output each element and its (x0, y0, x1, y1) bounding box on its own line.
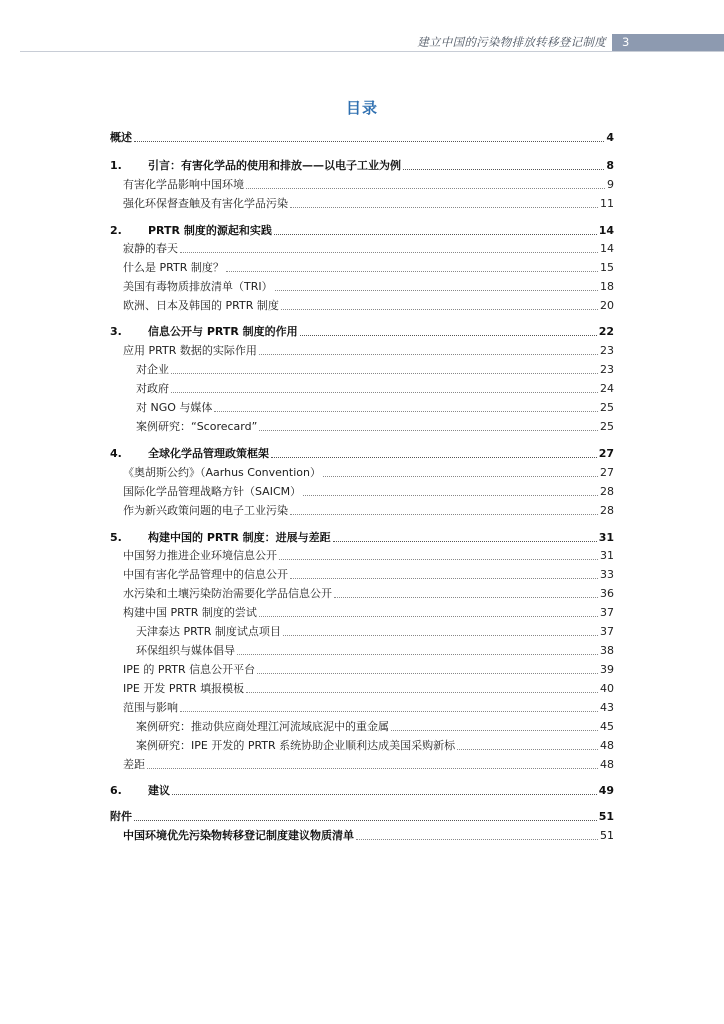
toc-entry[interactable] (123, 661, 614, 677)
toc-entry[interactable] (136, 418, 614, 434)
toc-entry-page: 28 (600, 485, 614, 498)
toc-entry-page: 31 (598, 531, 614, 544)
toc-entry-page: 22 (598, 325, 614, 338)
toc-entry-label: 天津泰达 PRTR 制度试点项目 (136, 625, 281, 638)
dot-leader (290, 207, 598, 208)
toc-entry[interactable] (136, 642, 614, 658)
toc-entry-page: 23 (600, 363, 614, 376)
toc-entry[interactable] (123, 342, 614, 358)
dot-leader (147, 768, 598, 769)
toc-entry[interactable] (123, 547, 614, 563)
toc-chapter[interactable] (110, 445, 614, 461)
dot-leader (180, 252, 598, 253)
toc-entry-label: 案例研究：推动供应商处理江河流域底泥中的重金属 (136, 720, 389, 733)
running-header-title: 建立中国的污染物排放转移登记制度 (417, 35, 606, 49)
toc-entry-label: 欧洲、日本及韩国的 PRTR 制度 (123, 299, 279, 312)
dot-leader (274, 234, 597, 235)
dot-leader (290, 514, 598, 515)
toc-entry[interactable] (123, 502, 614, 518)
dot-leader (281, 309, 598, 310)
toc-entry[interactable] (123, 566, 614, 582)
dot-leader (226, 271, 598, 272)
chapter-number: 5. (110, 531, 122, 544)
toc-entry[interactable] (123, 680, 614, 696)
dot-leader (171, 392, 598, 393)
toc-entry-page: 49 (598, 784, 614, 797)
toc-entry[interactable] (123, 827, 614, 843)
dot-leader (214, 411, 598, 412)
chapter-number: 4. (110, 447, 122, 460)
toc-entry[interactable] (136, 623, 614, 639)
toc-entry[interactable] (123, 297, 614, 313)
dot-leader (257, 673, 598, 674)
toc-entry-page: 33 (600, 568, 614, 581)
toc-entry[interactable] (136, 737, 614, 753)
dot-leader (172, 794, 597, 795)
dot-leader (259, 430, 598, 431)
dot-leader (391, 730, 598, 731)
toc-entry[interactable] (136, 718, 614, 734)
toc-entry-label: 案例研究：IPE 开发的 PRTR 系统协助企业顺利达成美国采购新标 (136, 739, 456, 752)
toc-entry-page: 38 (600, 644, 614, 657)
toc-entry-label: 全球化学品管理政策框架 (148, 447, 269, 460)
toc-entry-label: 中国有害化学品管理中的信息公开 (123, 568, 288, 581)
dot-leader (246, 692, 598, 693)
toc-entry-label: 环保组织与媒体倡导 (136, 644, 235, 657)
toc-entry-label: 什么是 PRTR 制度？ (123, 261, 224, 274)
page-number: 3 (622, 35, 630, 49)
toc-entry[interactable] (123, 464, 614, 480)
toc-entry-label: 对政府 (136, 382, 169, 395)
dot-leader (259, 354, 598, 355)
header-rule (20, 51, 724, 52)
toc-entry[interactable] (123, 240, 614, 256)
dot-leader (457, 749, 598, 750)
toc-entry-label: 概述 (110, 131, 132, 144)
dot-leader (323, 476, 598, 477)
toc-entry-page: 8 (606, 159, 614, 172)
toc-entry-label: 范围与影响 (123, 701, 178, 714)
dot-leader (300, 335, 597, 336)
toc-chapter[interactable] (110, 157, 614, 173)
toc-entry-label: 美国有毒物质排放清单（TRI） (123, 280, 273, 293)
toc-entry-page: 37 (600, 625, 614, 638)
toc-entry-page: 40 (600, 682, 614, 695)
toc-entry-page: 20 (600, 299, 614, 312)
dot-leader (259, 616, 598, 617)
toc-entry-page: 24 (600, 382, 614, 395)
toc-chapter[interactable] (110, 529, 614, 545)
toc-entry[interactable] (123, 483, 614, 499)
toc-entry-page: 14 (600, 242, 614, 255)
toc-entry-page: 18 (600, 280, 614, 293)
dot-leader (134, 141, 604, 142)
toc-entry-label: 信息公开与 PRTR 制度的作用 (148, 325, 298, 338)
toc-entry-page: 9 (607, 178, 614, 191)
toc-entry-label: 有害化学品影响中国环境 (123, 178, 244, 191)
toc-entry-label: 建议 (148, 784, 170, 797)
toc-entry[interactable] (110, 129, 614, 145)
toc-entry[interactable] (136, 361, 614, 377)
toc-entry-label: 构建中国的 PRTR 制度：进展与差距 (148, 531, 331, 544)
dot-leader (290, 578, 598, 579)
toc-entry-page: 45 (600, 720, 614, 733)
toc-entry-label: 国际化学品管理战略方针（SAICM） (123, 485, 302, 498)
toc-chapter[interactable] (110, 782, 614, 798)
toc-entry-page: 11 (600, 197, 614, 210)
dot-leader (333, 541, 597, 542)
chapter-number: 2. (110, 224, 122, 237)
toc-entry-page: 25 (600, 420, 614, 433)
dot-leader (271, 457, 597, 458)
toc-entry[interactable] (123, 278, 614, 294)
toc-entry[interactable] (123, 756, 614, 772)
toc-entry[interactable] (110, 808, 614, 824)
dot-leader (275, 290, 598, 291)
dot-leader (303, 495, 598, 496)
toc-entry-label: 中国环境优先污染物转移登记制度建议物质清单 (123, 829, 354, 842)
toc-entry-page: 27 (598, 447, 614, 460)
chapter-number: 3. (110, 325, 122, 338)
toc-entry-label: 中国努力推进企业环境信息公开 (123, 549, 277, 562)
toc-entry[interactable] (123, 585, 614, 601)
toc-entry-page: 39 (600, 663, 614, 676)
dot-leader (171, 373, 598, 374)
toc-entry-page: 48 (600, 739, 614, 752)
toc-entry[interactable] (136, 380, 614, 396)
dot-leader (134, 820, 597, 821)
dot-leader (334, 597, 598, 598)
chapter-number: 1. (110, 159, 122, 172)
toc-entry-page: 27 (600, 466, 614, 479)
page-number-tab (612, 34, 724, 51)
toc-entry-page: 36 (600, 587, 614, 600)
toc-entry-page: 43 (600, 701, 614, 714)
toc-entry-page: 28 (600, 504, 614, 517)
toc-entry-label: 构建中国 PRTR 制度的尝试 (123, 606, 257, 619)
toc-entry-label: IPE 的 PRTR 信息公开平台 (123, 663, 256, 676)
toc-entry-label: 引言：有害化学品的使用和排放——以电子工业为例 (148, 159, 401, 172)
toc-entry-label: 作为新兴政策问题的电子工业污染 (123, 504, 288, 517)
toc-entry[interactable] (123, 176, 614, 192)
toc-entry-label: 应用 PRTR 数据的实际作用 (123, 344, 257, 357)
dot-leader (279, 559, 598, 560)
dot-leader (403, 169, 604, 170)
toc-entry-label: 附件 (110, 810, 132, 823)
toc-entry[interactable] (123, 604, 614, 620)
toc-entry-page: 51 (600, 829, 614, 842)
toc-entry-page: 37 (600, 606, 614, 619)
toc-entry[interactable] (123, 699, 614, 715)
toc-entry-label: 案例研究：“Scorecard” (136, 420, 258, 433)
toc-entry-page: 14 (598, 224, 614, 237)
toc-heading: 目录 (345, 99, 378, 117)
toc-entry-page: 4 (606, 131, 614, 144)
chapter-number: 6. (110, 784, 122, 797)
toc-entry-page: 23 (600, 344, 614, 357)
toc-chapter[interactable] (110, 323, 614, 339)
toc-entry-page: 15 (600, 261, 614, 274)
toc-entry-label: 强化环保督查触及有害化学品污染 (123, 197, 288, 210)
dot-leader (180, 711, 598, 712)
toc-entry[interactable] (123, 195, 614, 211)
dot-leader (356, 839, 598, 840)
toc-entry-label: 《奥胡斯公约》（Aarhus Convention） (123, 466, 321, 479)
toc-entry-label: 对 NGO 与媒体 (136, 401, 213, 414)
toc-chapter[interactable] (110, 222, 614, 238)
toc-entry-label: 寂静的春天 (123, 242, 178, 255)
dot-leader (283, 635, 598, 636)
dot-leader (246, 188, 605, 189)
toc-entry[interactable] (136, 399, 614, 415)
toc-entry-page: 48 (600, 758, 614, 771)
toc-entry-label: 差距 (123, 758, 145, 771)
toc-entry-page: 31 (600, 549, 614, 562)
toc-entry[interactable] (123, 259, 614, 275)
toc-entry-label: 对企业 (136, 363, 169, 376)
toc-entry-label: 水污染和土壤污染防治需要化学品信息公开 (123, 587, 332, 600)
toc-entry-page: 51 (598, 810, 614, 823)
toc-entry-label: IPE 开发 PRTR 填报模板 (123, 682, 245, 695)
dot-leader (237, 654, 598, 655)
toc-entry-label: PRTR 制度的源起和实践 (148, 224, 272, 237)
toc-entry-page: 25 (600, 401, 614, 414)
